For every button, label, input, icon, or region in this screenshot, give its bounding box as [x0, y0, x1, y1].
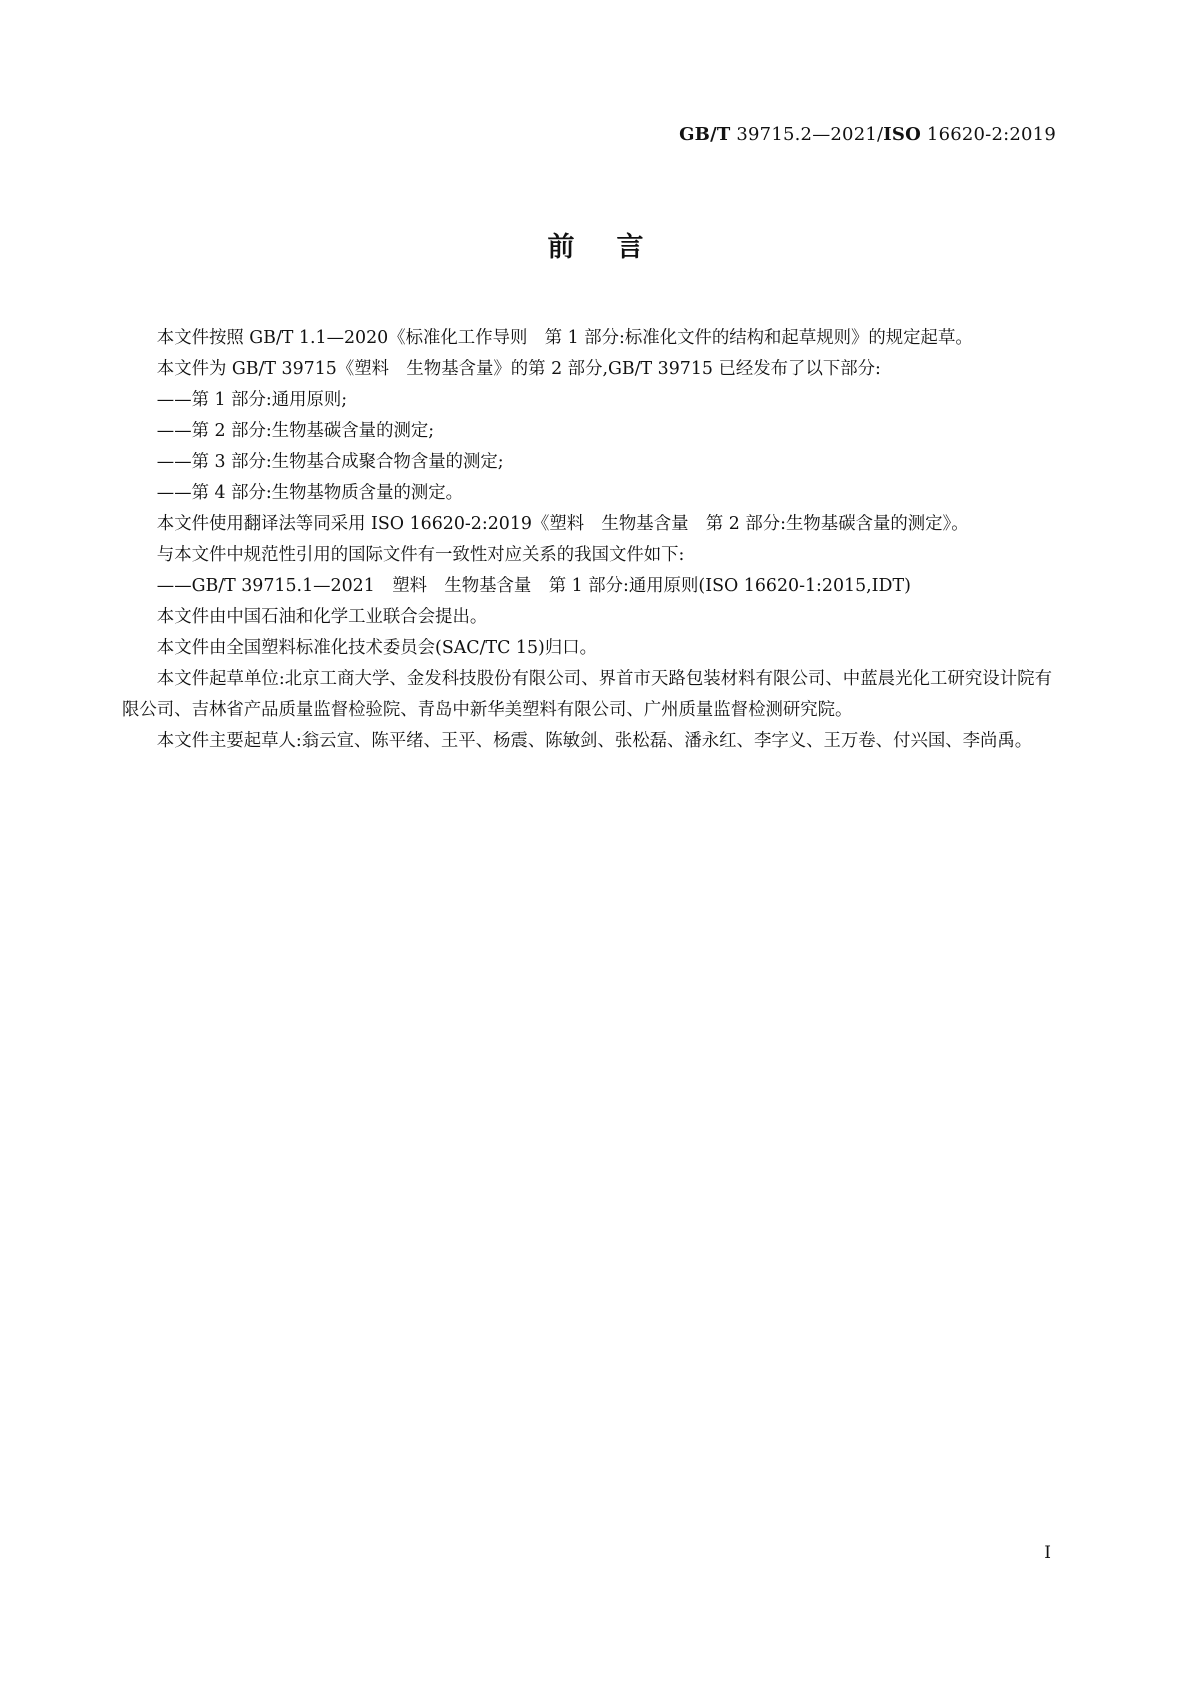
- proposer-paragraph: 本文件由中国石油和化学工业联合会提出。: [156, 607, 488, 627]
- standard-code-header: [679, 124, 1056, 145]
- iso-number: 16620-2:2019: [921, 124, 1056, 145]
- reference-list-item: ——GB/T 39715.1—2021 塑料 生物基含量 第 1 部分:通用原则(ISO 16620-1:2015,IDT): [156, 576, 911, 596]
- parts-list-item: ——第 3 部分:生物基合成聚合物含量的测定;: [156, 452, 504, 472]
- adoption-paragraph: 本文件使用翻译法等同采用 ISO 16620-2:2019《塑料 生物基含量 第 2 部分:生物基碳含量的测定》。: [156, 514, 969, 534]
- page-number: I: [1044, 1543, 1051, 1563]
- correspondence-paragraph: 与本文件中规范性引用的国际文件有一致性对应关系的我国文件如下:: [156, 545, 685, 565]
- drafting-units-paragraph: 本文件起草单位:北京工商大学、金发科技股份有限公司、界首市天路包装材料有限公司、中蓝晨光化工研究设计院有限公司、吉林省产品质量监督检验院、青岛中新华美塑料有限公司、广州质量监督检测研究院。: [122, 669, 1052, 720]
- series-paragraph: 本文件为 GB/T 39715《塑料 生物基含量》的第 2 部分,GB/T 39715 已经发布了以下部分:: [156, 359, 881, 379]
- standard-prefix: GB/T: [679, 124, 731, 145]
- drafting-rules-paragraph: 本文件按照 GB/T 1.1—2020《标准化工作导则 第 1 部分:标准化文件的结构和起草规则》的规定起草。: [156, 328, 973, 348]
- document-body: [122, 323, 1052, 757]
- iso-prefix: ISO: [883, 124, 921, 145]
- committee-paragraph: 本文件由全国塑料标准化技术委员会(SAC/TC 15)归口。: [156, 638, 597, 658]
- parts-list-item: ——第 1 部分:通用原则;: [156, 390, 348, 410]
- parts-list-item: ——第 2 部分:生物基碳含量的测定;: [156, 421, 435, 441]
- parts-list-item: ——第 4 部分:生物基物质含量的测定。: [156, 483, 464, 503]
- drafters-paragraph: 本文件主要起草人:翁云宣、陈平绪、王平、杨震、陈敏剑、张松磊、潘永红、李字义、王万卷、付兴国、李尚禹。: [156, 731, 1033, 751]
- page-title: 前言: [547, 232, 686, 263]
- standard-number: 39715.2—2021/: [730, 124, 884, 145]
